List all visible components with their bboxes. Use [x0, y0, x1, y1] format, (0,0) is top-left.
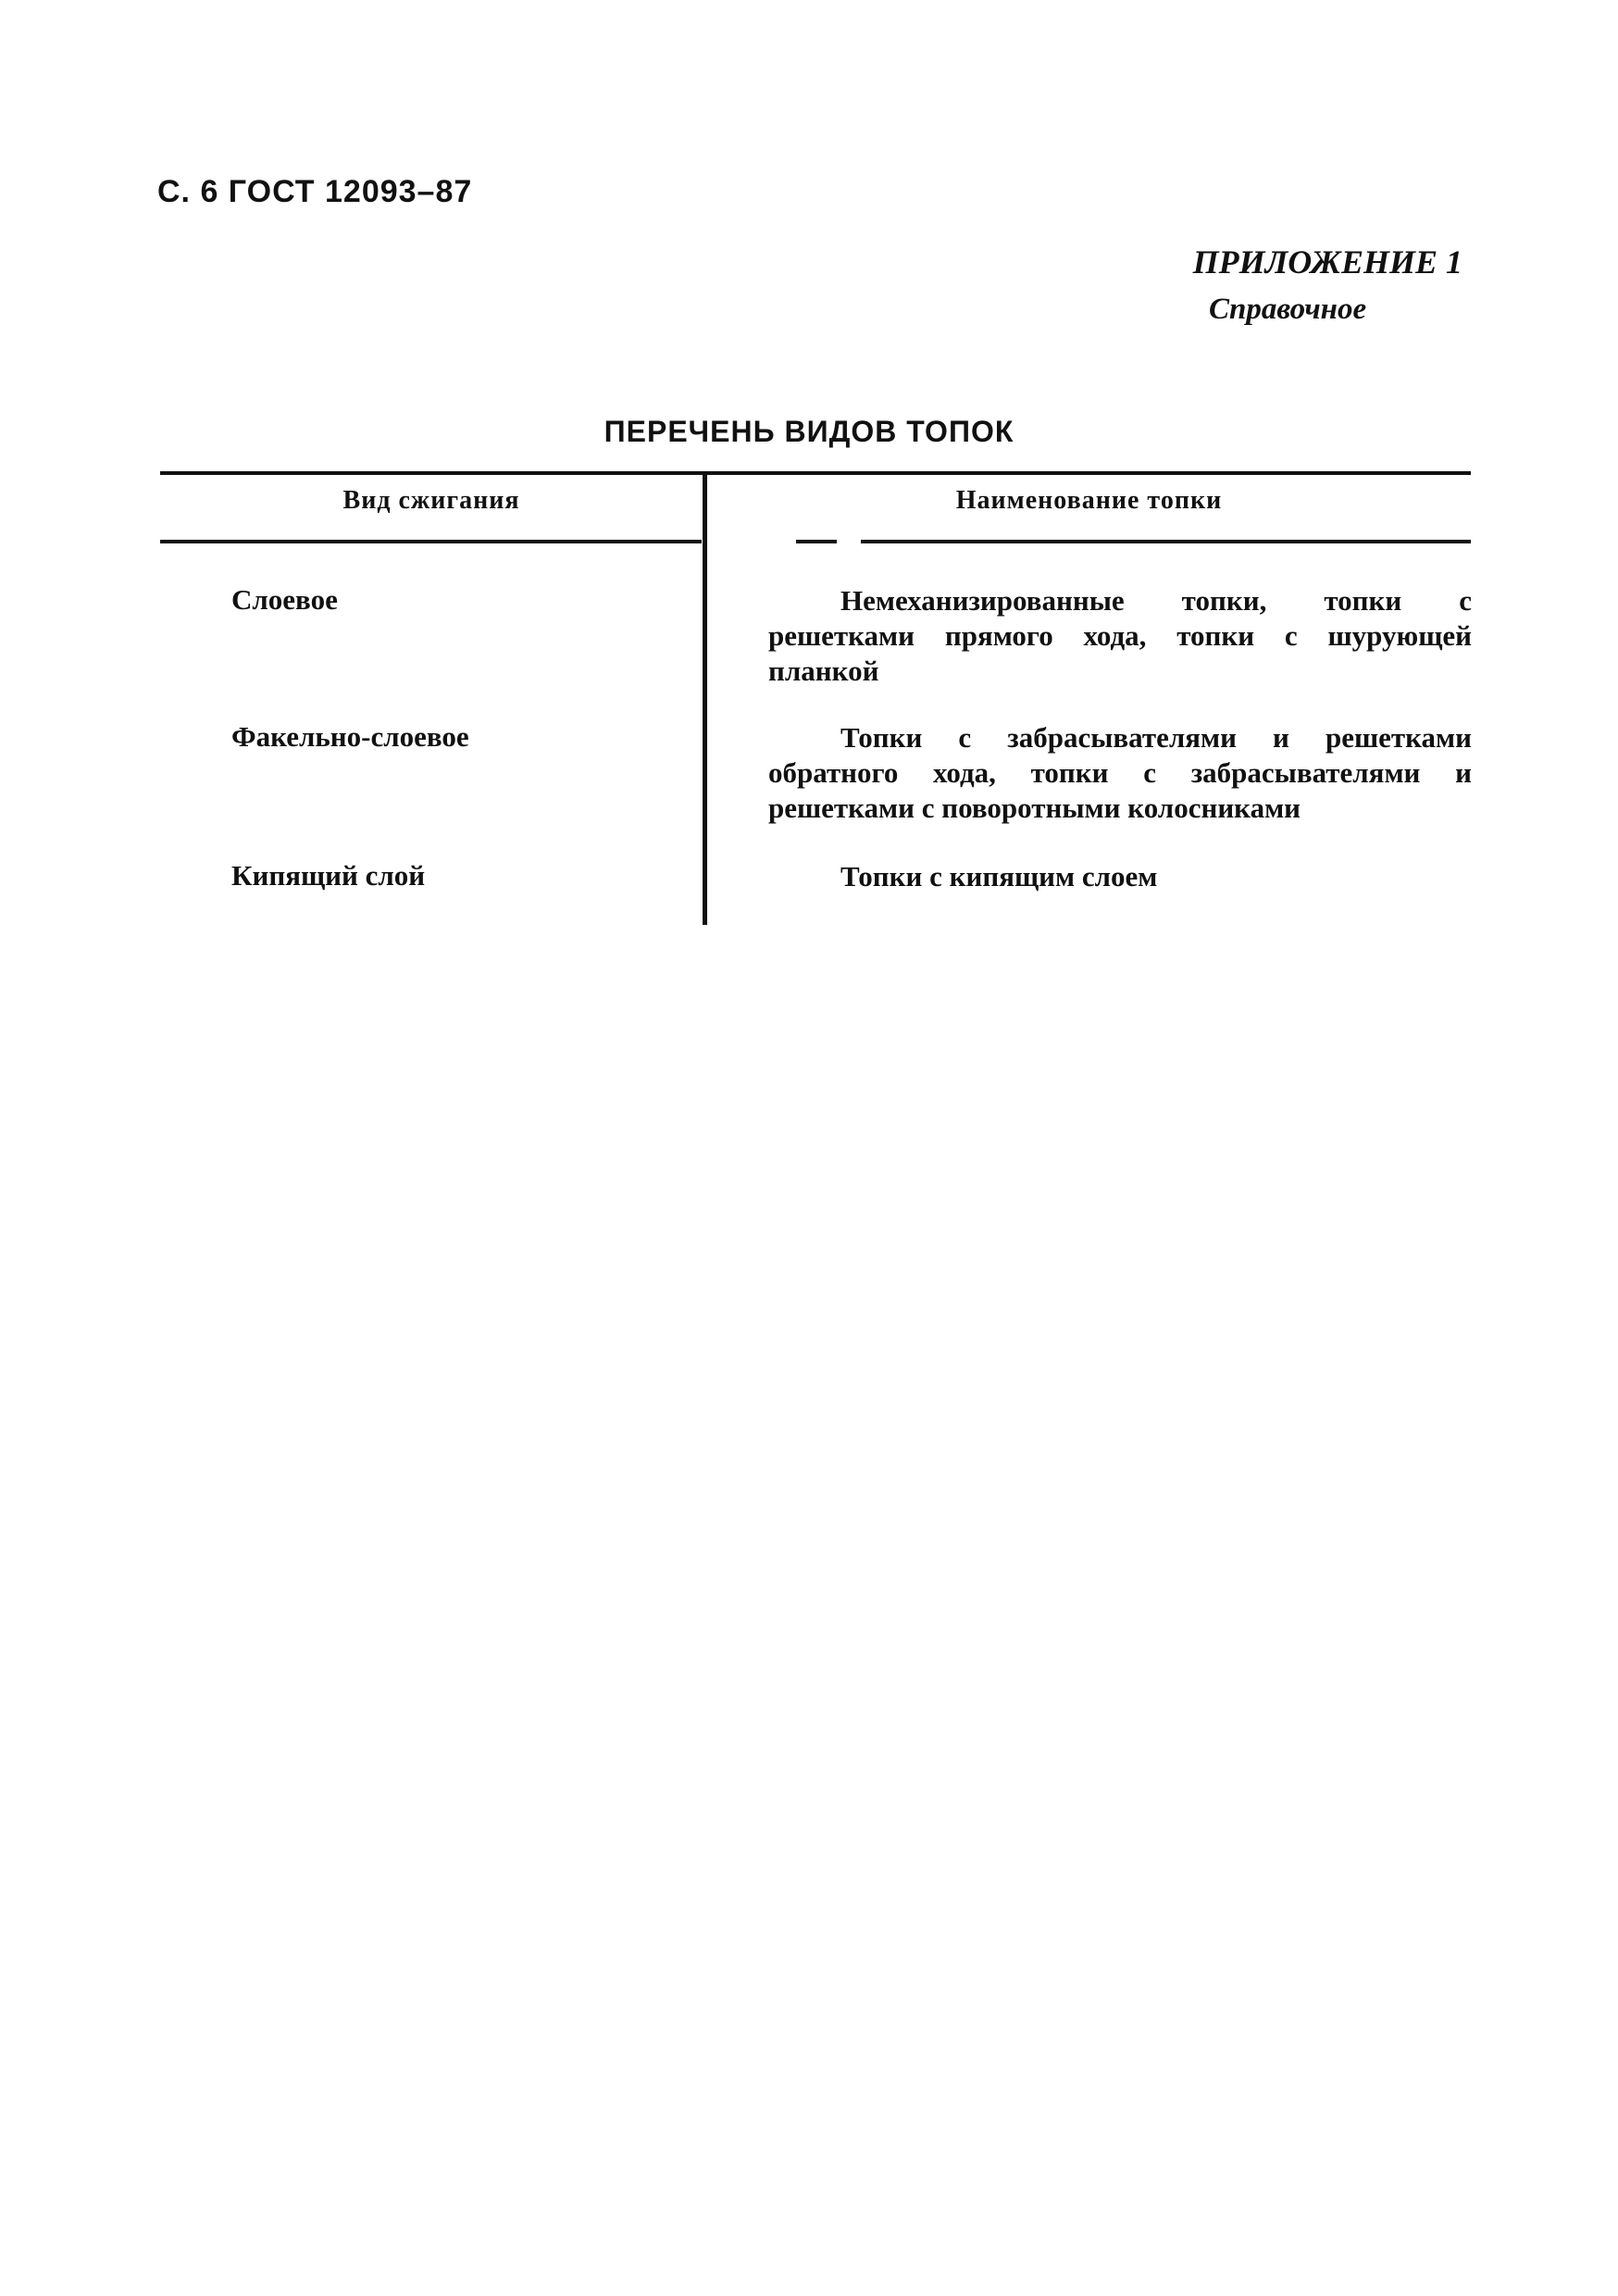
furnace-name-cell: Топки с кипящим слоем [840, 860, 1158, 892]
combustion-type-cell: Кипящий слой [231, 859, 426, 892]
header-rule [861, 540, 1471, 543]
furnace-name-cell: Немеханизированные топки, топки с решетками прямого хода, топки с шурующей планкой [768, 584, 1472, 687]
document-title: ПЕРЕЧЕНЬ ВИДОВ ТОПОК [604, 415, 1014, 448]
column-header-combustion-type: Вид сжигания [342, 486, 520, 515]
table-top-rule [160, 471, 1471, 475]
column-header-furnace-name: Наименование топки [955, 486, 1223, 515]
appendix-title: ПРИЛОЖЕНИЕ 1 [1192, 243, 1462, 281]
page-header: С. 6 ГОСТ 12093–87 [157, 174, 473, 209]
appendix-type: Справочное [1209, 293, 1367, 326]
combustion-type-cell: Слоевое [231, 583, 338, 616]
column-divider [703, 471, 707, 925]
header-rule [160, 540, 702, 543]
furnace-name-cell: Топки с забрасывателями и решетками обратного хода, топки с забрасывателями и решетками с поворотными колосниками [768, 721, 1472, 824]
header-rule [796, 540, 837, 543]
combustion-type-cell: Факельно-слоевое [231, 720, 469, 753]
